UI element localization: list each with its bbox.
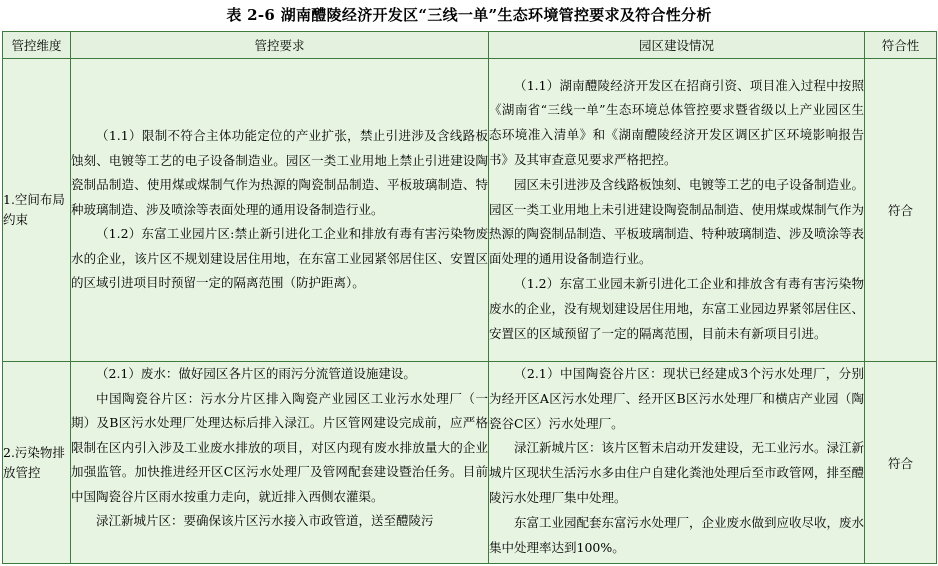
- header-requirement: 管控要求: [71, 32, 489, 59]
- row-requirement: [71, 362, 489, 564]
- requirement-paragraph: 渌江新城片区：要确保该片区污水接入市政管道，送至醴陵污: [96, 513, 434, 528]
- status-paragraph: 园区未引进涉及含线路板蚀刻、电镀等工艺的电子设备制造业。园区一类工业用地上未引进建设陶瓷制品制造、使用煤或煤制气作为热源的陶瓷制品制造、平板玻璃制造、特种玻璃制造、涉及喷涂等表面处理的通用设备制造行业。: [489, 176, 865, 267]
- table-row: [3, 59, 937, 362]
- requirement-paragraph: 中国陶瓷谷片区：污水分片区排入陶瓷产业园区工业污水处理厂（一期）及B区污水处理厂处理达标后排入渌江。片区管网建设完成前，应严格限制在区内引入涉及工业废水排放的项目，对区内现有废水排放量大的企业加强监管。加快推进经开区C区污水处理厂及管网配套建设暨治任务。目前中国陶瓷谷片区雨水按重力走向，就近排入西侧农灌渠。: [71, 390, 488, 504]
- header-dimension: 管控维度: [3, 32, 71, 59]
- requirement-paragraph: （2.1）废水：做好园区各片区的雨污分流管道设施建设。: [96, 366, 416, 381]
- row-dimension: 2.污染物排放管控: [3, 362, 71, 564]
- header-conformity: 符合性: [865, 32, 937, 59]
- header-row: [3, 32, 937, 59]
- row-requirement: [71, 59, 489, 362]
- status-paragraph: （1.1）湖南醴陵经济开发区在招商引资、项目准入过程中按照《湖南省“三线一单”生态环境总体管控要求暨省级以上产业园区生态环境准入清单》和《湖南醴陵经济开发区调区扩区环境影响报告书》及其审查意见要求严格把控。: [489, 77, 864, 167]
- status-paragraph: （1.2）东富工业园未新引进化工企业和排放含有毒有害污染物废水的企业，没有规划建设居住用地，东富工业园边界紧邻居住区、安置区的区域预留了一定的隔离范围，目前未有新项目引进。: [489, 275, 865, 341]
- row-conformity: 符合: [865, 362, 937, 564]
- row-dimension: 1.空间布局约束: [3, 59, 71, 362]
- row-conformity: 符合: [865, 59, 937, 362]
- table-title: 表 2-6 湖南醴陵经济开发区“三线一单”生态环境管控要求及符合性分析: [226, 6, 712, 24]
- requirement-paragraph: （1.1）限制不符合主体功能定位的产业扩张，禁止引进涉及含线路板蚀刻、电镀等工艺的电子设备制造业。园区一类工业用地上禁止引进建设陶瓷制品制造、使用煤或煤制气作为热源的陶瓷制品制造、平板玻璃制造、特种玻璃制造、涉及喷涂等表面处理的通用设备制造行业。: [71, 128, 488, 217]
- status-paragraph: 东富工业园配套东富污水处理厂，企业废水做到应收尽收，废水集中处理率达到100%。: [489, 514, 865, 555]
- requirement-paragraph: （1.2）东富工业园片区:禁止新引进化工企业和排放有毒有害污染物废水的企业，该片区不规划建设居住用地，在东富工业园紧邻居住区、安置区的区域引进项目时预留一定的隔离范围（防护距离）。: [71, 226, 488, 291]
- status-paragraph: （2.1）中国陶瓷谷片区：现状已经建成3个污水处理厂，分别为经开区A区污水处理厂、经开区B区污水处理厂和横店产业园（陶瓷谷C区）污水处理厂。: [489, 366, 864, 431]
- table-row: [3, 362, 937, 564]
- header-status: 园区建设情况: [489, 32, 865, 59]
- row-status: [489, 59, 865, 362]
- row-status: [489, 362, 865, 564]
- control-requirements-table: [2, 31, 937, 564]
- status-paragraph: 渌江新城片区：该片区暂未启动开发建设，无工业污水。渌江新城片区现状生活污水多由住户自建化粪池处理后至市政管网，排至醴陵污水处理厂集中处理。: [489, 440, 865, 505]
